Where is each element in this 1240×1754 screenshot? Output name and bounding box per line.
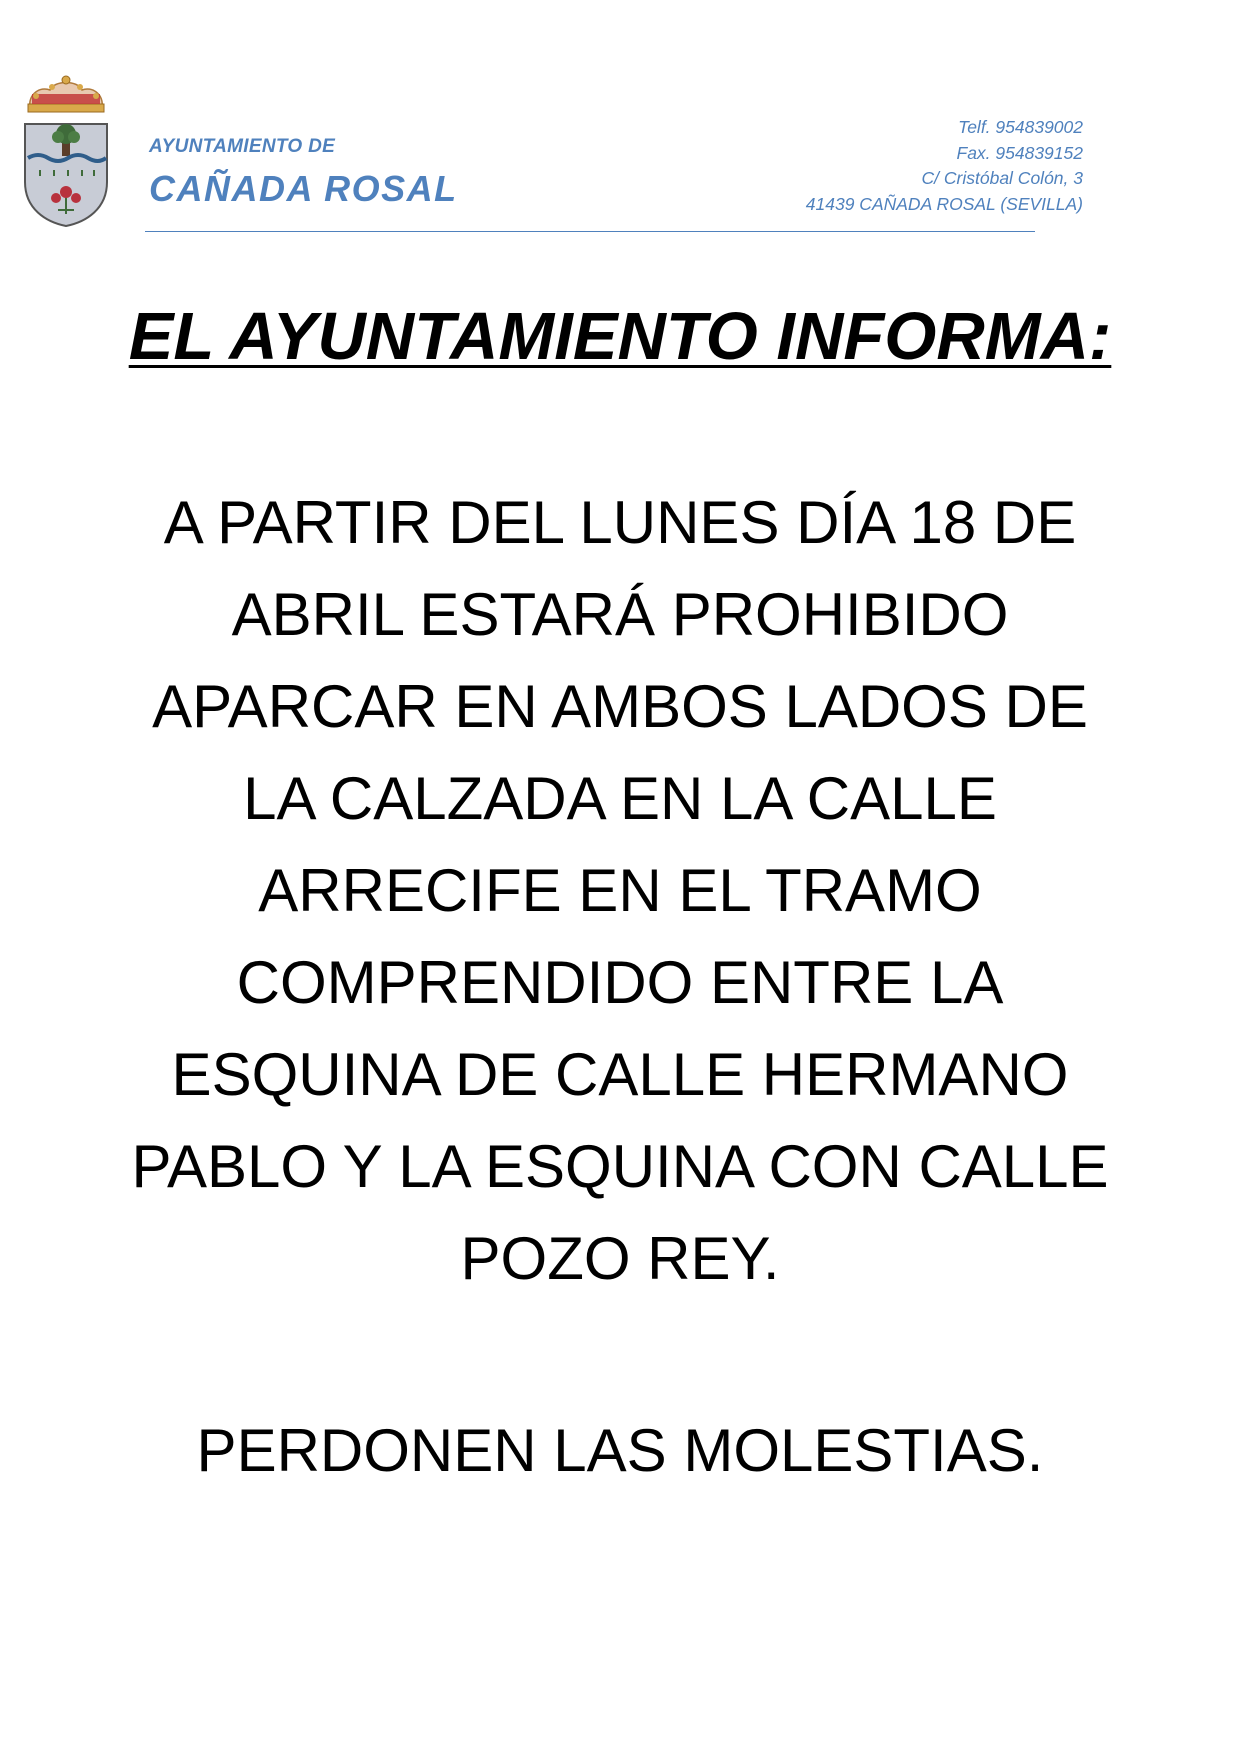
coat-of-arms-icon	[22, 74, 110, 230]
notice-line: ARRECIFE EN EL TRAMO	[258, 857, 982, 924]
header-divider	[145, 231, 1035, 232]
notice-line: PABLO Y LA ESQUINA CON CALLE	[131, 1133, 1109, 1200]
notice-body	[90, 477, 1150, 1305]
notice-line: ABRIL ESTARÁ PROHIBIDO	[231, 581, 1009, 648]
notice-line: APARCAR EN AMBOS LADOS DE	[152, 673, 1088, 740]
contact-city: 41439 CAÑADA ROSAL (SEVILLA)	[805, 193, 1083, 214]
notice-line: COMPRENDIDO ENTRE LA	[236, 949, 1004, 1016]
brand-title: CAÑADA ROSAL	[149, 168, 458, 209]
contact-phone: Telf. 954839002	[958, 117, 1083, 137]
notice-line: ESQUINA DE CALLE HERMANO	[171, 1041, 1069, 1108]
contact-street: C/ Cristóbal Colón, 3	[921, 168, 1083, 188]
crown-icon	[28, 76, 104, 112]
contact-fax: Fax. 954839152	[956, 142, 1083, 163]
notice-line: LA CALZADA EN LA CALLE	[243, 765, 997, 832]
page-title: EL AYUNTAMIENTO INFORMA:	[128, 299, 1112, 374]
notice-line: POZO REY.	[460, 1225, 780, 1292]
closing-text: PERDONEN LAS MOLESTIAS.	[196, 1417, 1044, 1484]
contact-block	[806, 115, 1083, 217]
notice-line: A PARTIR DEL LUNES DÍA 18 DE	[163, 489, 1077, 556]
brand-subtitle: AYUNTAMIENTO DE	[149, 136, 336, 157]
